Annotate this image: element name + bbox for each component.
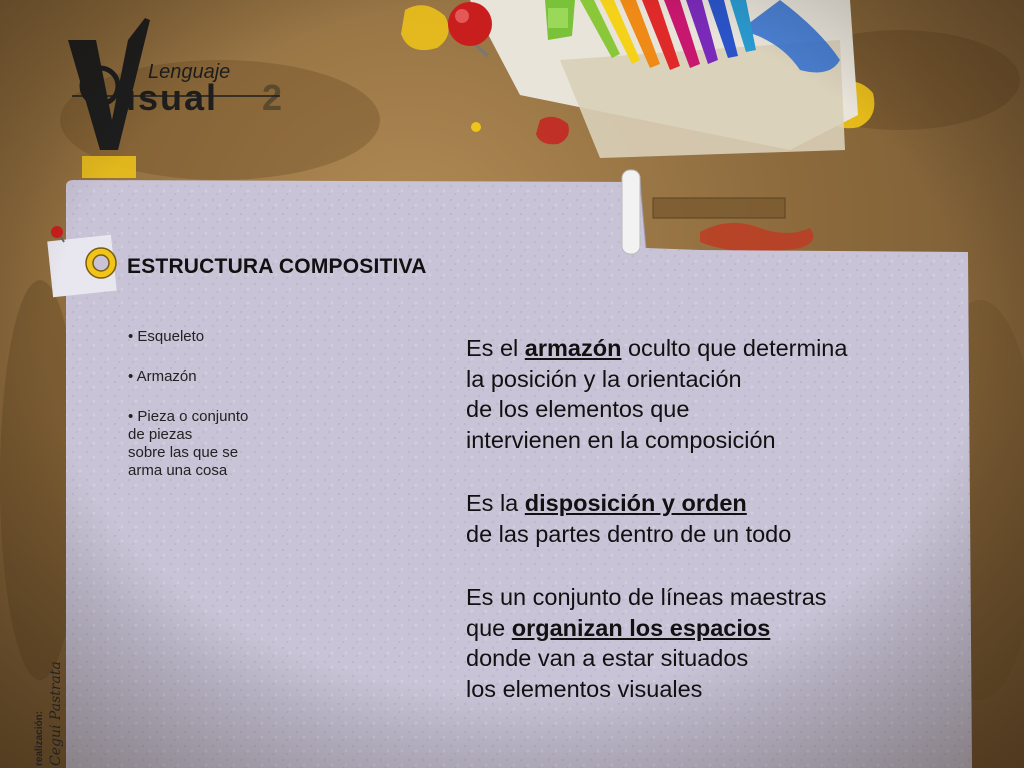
credit-label: realización: [34,710,45,766]
text-run: Es el [466,335,525,361]
bullet-item [128,368,328,386]
body-line: de las partes dentro de un todo [466,520,792,547]
paragraph-1 [466,333,916,455]
highlight-disposicion: disposición y orden [524,490,747,516]
bullet-item [128,408,328,480]
credit-signature-text: Cegui Pastrata [48,661,64,766]
body-text [466,333,916,737]
bullet-line: • Armazón [128,368,197,385]
paragraph-3 [466,582,916,704]
slide-title: ESTRUCTURA COMPOSITIVA [127,255,427,278]
text-run: oculto que determina [621,335,848,361]
highlight-armazon: armazón [524,335,622,361]
body-line: la posición y la orientación [466,365,742,392]
bullet-line: • Esqueleto [128,328,205,345]
body-line: de los elementos que [466,396,690,422]
bullet-line: de piezas [128,426,193,443]
bullet-line: sobre las que se [128,444,239,461]
body-line [466,613,916,644]
highlight-organizan: organizan los espacios [511,614,771,641]
text-run: Es la [466,490,525,516]
credit-signature [28,648,68,768]
bullet-list [128,328,328,502]
bullet-line: arma una cosa [128,462,228,479]
body-line: Es un conjunto de líneas maestras [466,584,827,610]
body-line [466,333,916,364]
paragraph-2 [466,488,916,549]
body-line: intervienen en la composición [466,426,776,453]
body-line [466,488,916,519]
body-line: donde van a estar situados [466,645,749,671]
bullet-line: • Pieza o conjunto [128,408,249,425]
bullet-item [128,328,328,346]
text-run: que [466,614,512,641]
body-line: los elementos visuales [466,675,703,702]
